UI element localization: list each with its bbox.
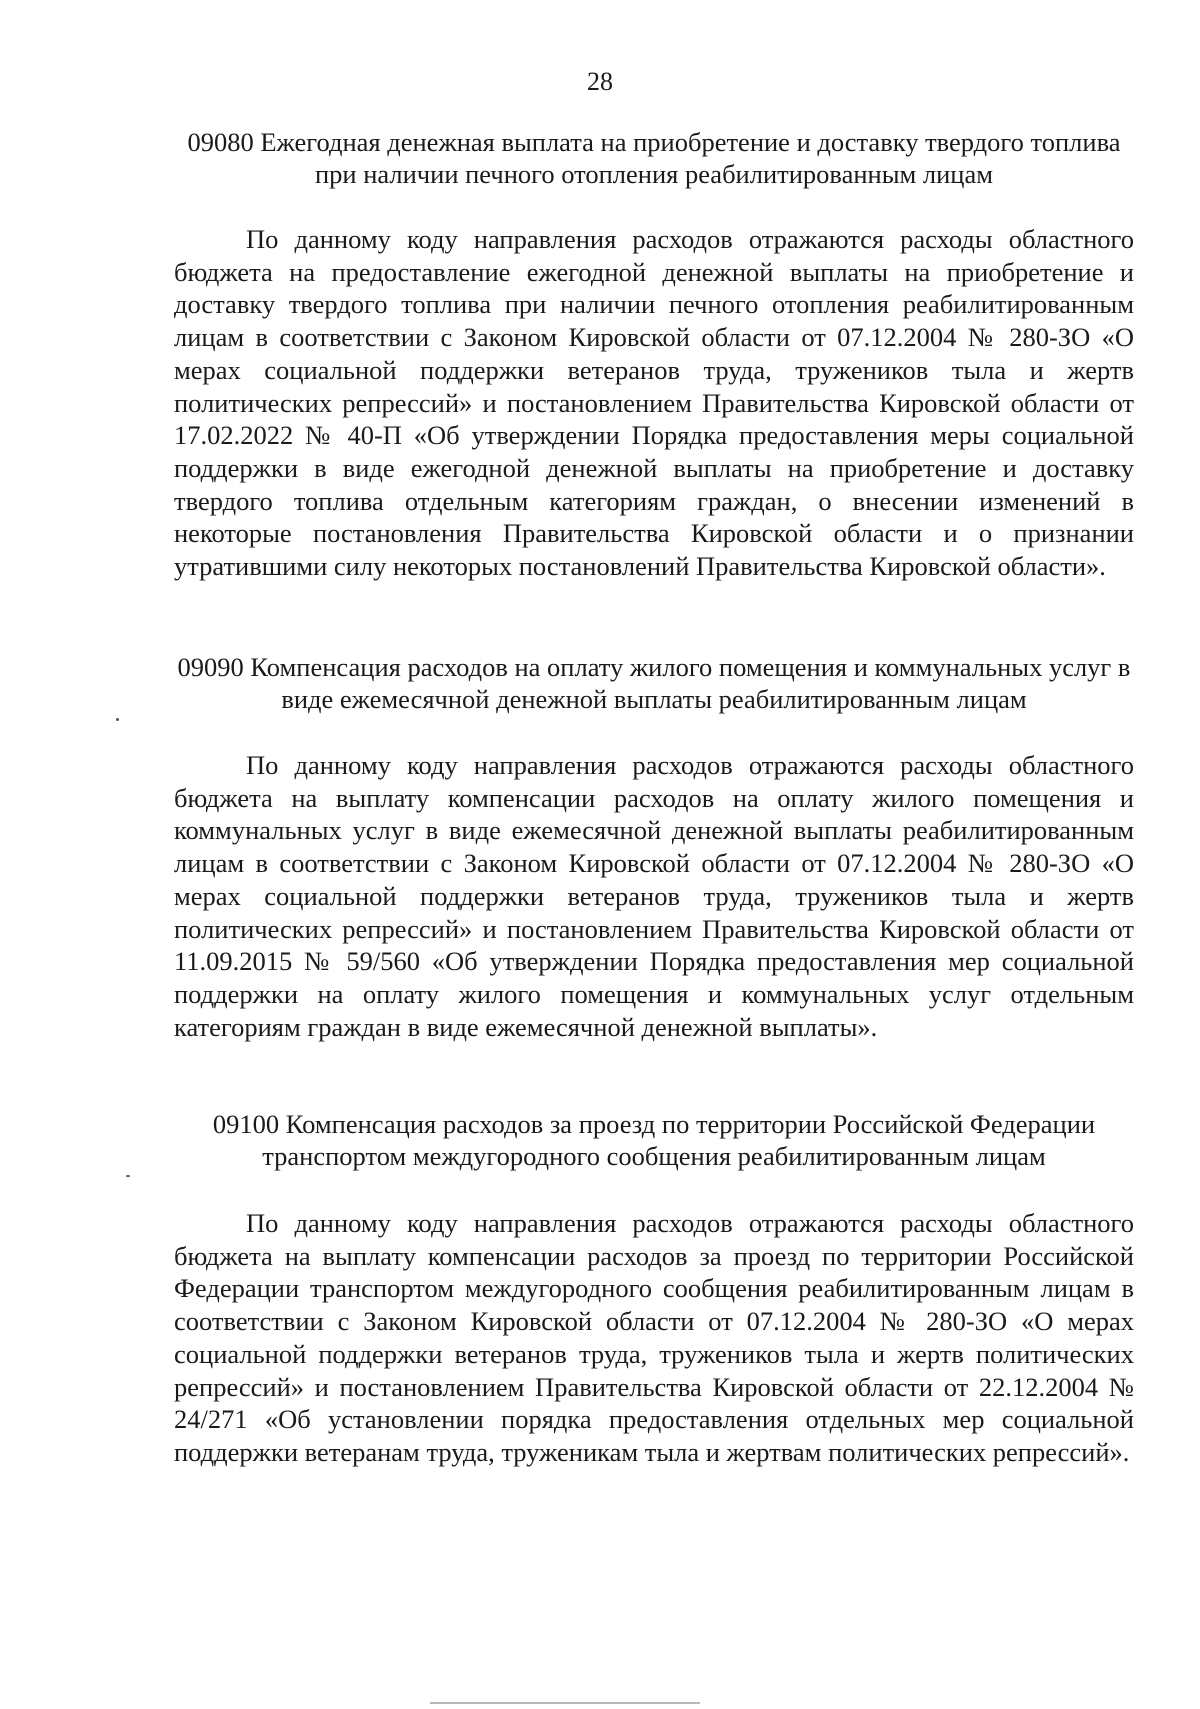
section-body: По данному коду направления расходов отражаются расходы областного бюджета на предоставление ежегодной денежной выплаты на приобретение и доставку твердого топлива при наличии печного отопления реабилитированным лицам в соответствии с Законом Кировской области от 07.12.2004 № 280-ЗО «О мерах социальной поддержки ветеранов труда, тружеников тыла и жертв политических репрессий» и постановлением Правительства Кировской области от 17.02.2022 № 40-П «Об утверждении Порядка предоставления меры социальной поддержки в виде ежегодной денежной выплаты на приобретение и доставку твердого топлива отдельным категориям граждан, о внесении изменений в некоторые постановления Правительства Кировской области и о признании утратившими силу некоторых постановлений Правительства Кировской области». (174, 224, 1134, 582)
section-body: По данному коду направления расходов отражаются расходы областного бюджета на выплату компенсации расходов за проезд по территории Российской Федерации транспортом междугородного сообщения реабилитированным лицам в соответствии с Законом Кировской области от 07.12.2004 № 280-ЗО «О мерах социальной поддержки ветеранов труда, тружеников тыла и жертв политических репрессий» и постановлением Правительства Кировской области от 22.12.2004 № 24/271 «Об установлении порядка предоставления отдельных мер социальной поддержки ветеранам труда, труженикам тыла и жертвам политических репрессий». (174, 1208, 1134, 1467)
scan-speck (116, 718, 119, 721)
scan-speck (126, 1175, 130, 1177)
section-body: По данному коду направления расходов отражаются расходы областного бюджета на выплату компенсации расходов на оплату жилого помещения и коммунальных услуг в виде ежемесячной денежной выплаты реабилитированным лицам в соответствии с Законом Кировской области от 07.12.2004 № 280-ЗО «О мерах социальной поддержки ветеранов труда, тружеников тыла и жертв политических репрессий» и постановлением Правительства Кировской области от 11.09.2015 № 59/560 «Об утверждении Порядка предоставления мер социальной поддержки на оплату жилого помещения и коммунальных услуг отдельным категориям граждан в виде ежемесячной денежной выплаты». (174, 750, 1134, 1042)
page-number: 28 (587, 67, 613, 96)
section-title: 09080 Ежегодная денежная выплата на приобретение и доставку твердого топлива при наличии печного отопления реабилитированным лицам (187, 127, 1121, 189)
scan-edge-mark (430, 1702, 700, 1704)
section-title: 09100 Компенсация расходов за проезд по территории Российской Федерации транспортом междугородного сообщения реабилитированным лицам (212, 1109, 1096, 1171)
section-title: 09090 Компенсация расходов на оплату жилого помещения и коммунальных услуг в виде ежемесячной денежной выплаты реабилитированным лицам (177, 652, 1131, 714)
